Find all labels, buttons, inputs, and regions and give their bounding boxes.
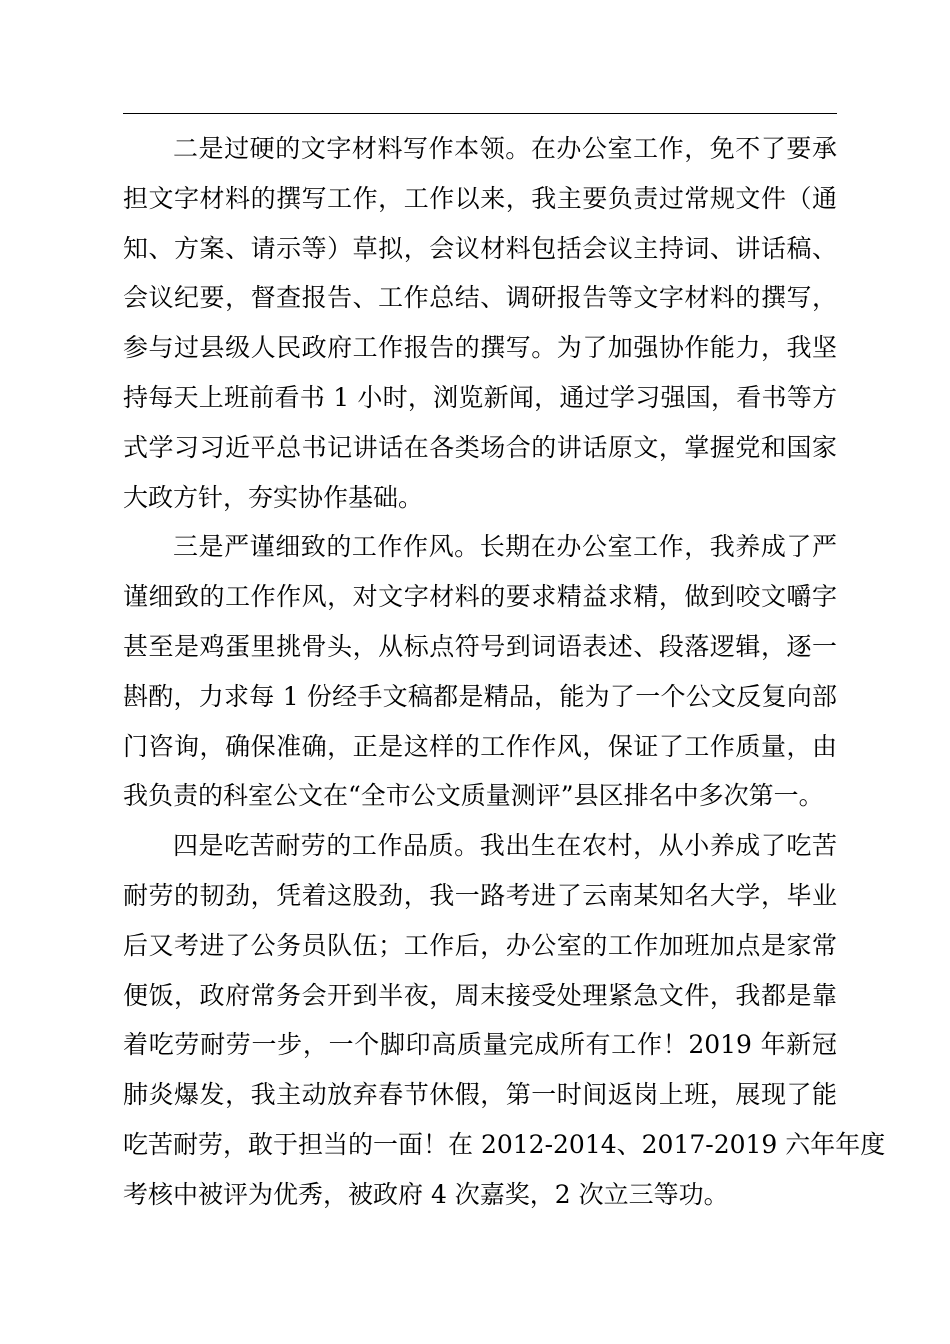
text-line: 知、方案、请示等）草拟，会议材料包括会议主持词、讲话稿、 [123, 233, 837, 263]
document-body [123, 124, 886, 1220]
text-line: 二是过硬的文字材料写作本领。在办公室工作，免不了要承 [173, 134, 837, 163]
text-line: 参与过县级人民政府工作报告的撰写。为了加强协作能力，我坚 [123, 333, 837, 363]
text-line: 四是吃苦耐劳的工作品质。我出生在农村，从小养成了吃苦 [173, 831, 837, 861]
text-line: 肺炎爆发，我主动放弃春节休假，第一时间返岗上班，展现了能 [123, 1080, 837, 1110]
text-line: 斟酌，力求每 1 份经手文稿都是精品，能为了一个公文反复向部 [123, 681, 837, 711]
text-line: 担文字材料的撰写工作，工作以来，我主要负责过常规文件（通 [123, 183, 837, 213]
text-line: 甚至是鸡蛋里挑骨头，从标点符号到词语表述、段落逻辑，逐一 [123, 631, 837, 661]
text-line: 持每天上班前看书 1 小时，浏览新闻，通过学习强国，看书等方 [123, 382, 837, 412]
text-line: 吃苦耐劳，敢于担当的一面！在 2012-2014、2017-2019 六年年度 [123, 1129, 886, 1159]
text-line: 门咨询，确保准确，正是这样的工作作风，保证了工作质量，由 [123, 731, 837, 761]
text-line: 大政方针，夯实协作基础。 [123, 482, 424, 512]
text-line: 考核中被评为优秀，被政府 4 次嘉奖，2 次立三等功。 [123, 1179, 729, 1209]
text-line: 耐劳的韧劲，凭着这股劲，我一路考进了云南某知名大学，毕业 [123, 880, 837, 910]
header-rule [123, 113, 837, 114]
text-line: 便饭，政府常务会开到半夜，周末接受处理紧急文件，我都是靠 [123, 980, 837, 1010]
paragraph-work-style [123, 522, 837, 821]
text-line: 式学习习近平总书记讲话在各类场合的讲话原文，掌握党和国家 [123, 432, 837, 462]
text-line: 着吃劳耐劳一步，一个脚印高质量完成所有工作！2019 年新冠 [123, 1030, 837, 1060]
text-line: 会议纪要，督查报告、工作总结、调研报告等文字材料的撰写， [123, 283, 837, 313]
text-line: 后又考进了公务员队伍；工作后，办公室的工作加班加点是家常 [123, 930, 837, 960]
text-line: 我负责的科室公文在“全市公文质量测评”县区排名中多次第一。 [123, 781, 824, 811]
text-line: 谨细致的工作作风，对文字材料的要求精益求精，做到咬文嚼字 [123, 582, 837, 612]
paragraph-hardworking-quality [123, 821, 886, 1219]
paragraph-writing-skills [123, 124, 837, 522]
text-line: 三是严谨细致的工作作风。长期在办公室工作，我养成了严 [173, 532, 837, 562]
